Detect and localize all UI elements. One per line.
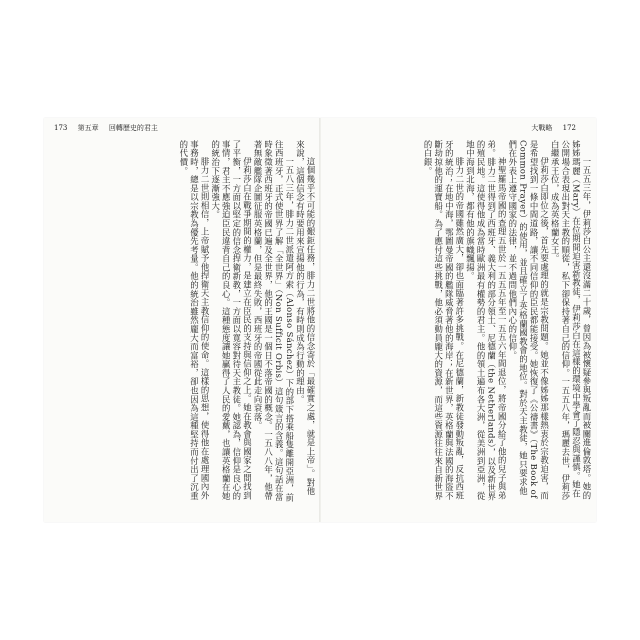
left-paragraph: 一五八三年，腓力二世派遣阿方索（Alonso Sánchez）下的部下搭乘船隻離開亞洲，前往西班牙，正式使世界了解「全世界」（Non Sufficit Orbis）這句箴言的含義。這句話在當時象徵著西班牙的帝國已遍及全世界，他的王國是一個日不落帝國的概念。一五八八年，他帶著無敵艦隊企圖征服英格蘭，但是最終失敗，西班牙的帝國從此走向衰落。 [253,140,295,502]
left-page-body [54,140,316,502]
section-title: 大戰略 [531,124,553,132]
right-page-body [330,140,592,502]
left-page-number: 173 [54,124,68,132]
right-page [326,118,596,522]
right-page-number: 172 [562,124,576,132]
right-page-header [332,122,592,134]
left-page-header [54,122,314,134]
chapter-title: 回轉歷史的君主 [108,124,158,132]
right-header-group [531,122,584,134]
right-paragraph: 伊莉莎白即位之後，首先要處理的就是宗教問題。她並不像姊姊那樣熱衷於宗教迫害，而是希望找到一條中間道路，讓不同信仰的臣民都能接受。她恢復了《公禱書》（The Book of Common Prayer）的使用，並且確立了英格蘭國教會的地位。對於天主教徒，她只要求他們在外表上遵守國家的法律，並不過問他們內心的信仰。 [507,140,550,500]
chapter-label: 第五章 [77,124,99,132]
left-page [50,118,320,522]
right-paragraph: 腓力二世的帝國雖然廣大，卻也面臨著許多挑戰。在尼德蘭，新教徒發動叛亂，反抗西班牙的統治；在地中海，鄂圖曼帝國的艦隊威脅著他的海岸；在新世界，英格蘭與法國的海盜不斷劫掠他的運寶船。為了應付這些挑戰，他必須動員龐大的資源，而這些資源往往來自新世界的白銀。 [423,140,465,501]
right-paragraph: 一五五三年，伊莉莎白公主還沒滿二十歲，曾因為被懷疑參與叛亂而被關進倫敦塔。她的姊姊瑪麗（Mary）在位期間迫害新教徒，伊莉莎白在這樣的環境中學會了隱忍與謹慎。她在公開場合表現出對天主教的順從，私下卻保持著自己的信仰。一五五八年，瑪麗去世，伊莉莎白繼承王位，成為英格蘭女王。 [550,140,592,501]
left-paragraph: 伊莉莎白在戰爭期間的權力，是建立在臣民的支持與信仰之上。她在教會與國家之間找到了平衡，一方面以堅定的信念捍衛新教，一方面以寬容對待天主教徒。她認為，信仰是良心的事情，君主不應強迫臣民違背自己的良心。這種態度讓她贏得了人民的愛戴，也讓英格蘭在她的統治下逐漸強大。 [210,140,253,501]
left-paragraph: 腓力二世則相信，上帝賦予他捍衛天主教信仰的使命。這樣的思想，使得他在處理國內外事務時，總是以宗教為優先考量。他的統治雖然龐大而富裕，卻也因為這種堅持而付出了沉重的代價。 [178,140,211,501]
left-paragraph: 這個幾乎不可能的艱鉅任務，腓力二世將他的信念寄於「最確實之處，就是上帝」。對他來說，這個信念有時要用來宣揚他的行為，有時則成為行動的理由。 [295,140,316,496]
book-spread [44,118,596,522]
right-paragraph: 神聖羅馬帝國的查理五世於一五五五年至一五五六年間退位，將帝國分給了他的兒子與弟弟。腓力二世得到了西班牙、義大利的部分領土、尼德蘭（the Netherlands），以及新世界的殖民地。這使得他成為當時歐洲最有權勢的君主。他的領土遍布各大洲，從美洲到亞洲，從地中海到北海，都有他的旗幟飄揚。 [465,140,508,501]
